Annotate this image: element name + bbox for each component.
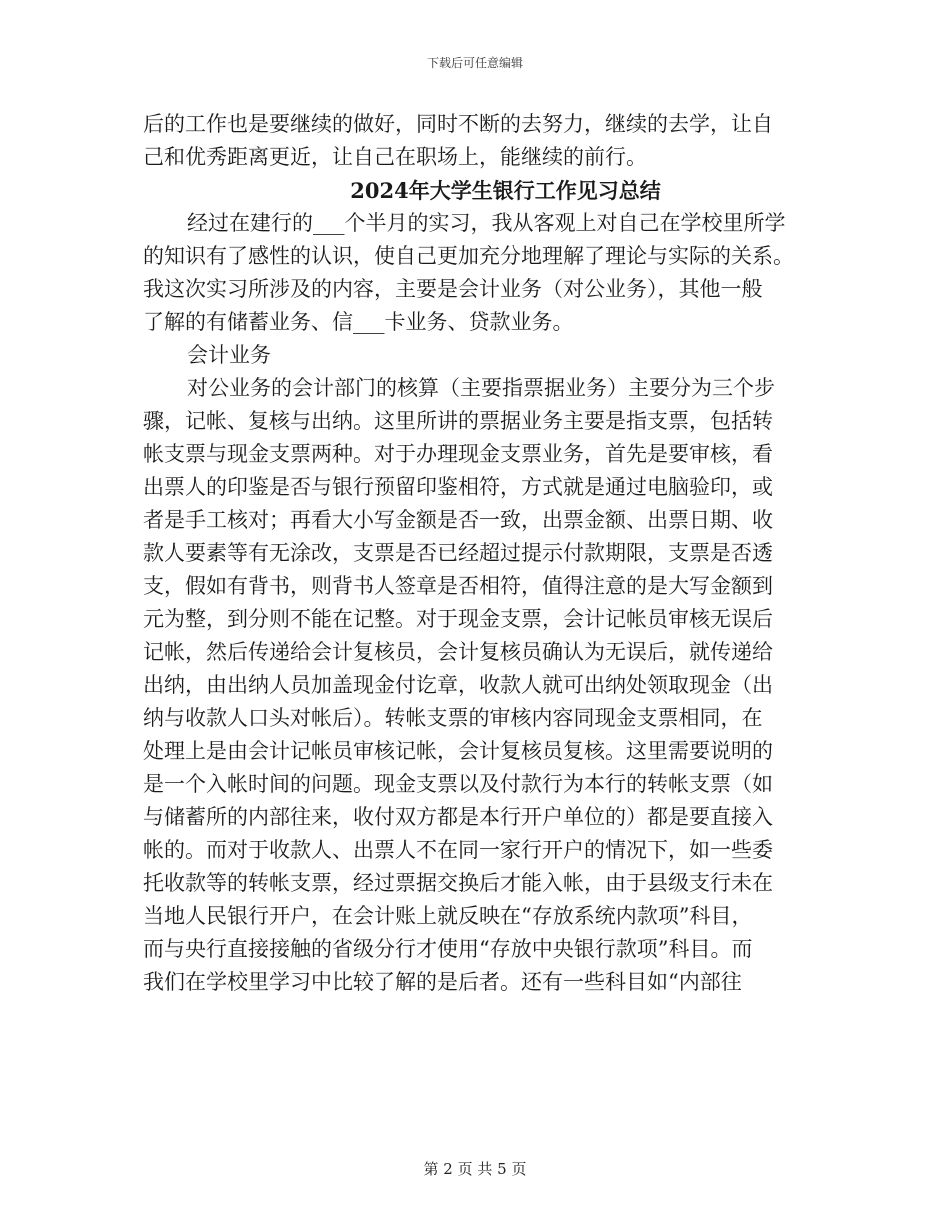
text-line: 的知识有了感性的认识，使自己更加充分地理解了理论与实际的关系。 (143, 244, 794, 268)
text-line: 帐支票与现金支票两种。对于办理现金支票业务，首先是要审核，看 (143, 442, 773, 466)
text-line: 托收款等的转帐支票，经过票据交换后才能入帐，由于县级支行未在 (143, 871, 773, 895)
text-line: 己和优秀距离更近，让自己在职场上，能继续的前行。 (143, 145, 647, 169)
text-line: 帐的。而对于收款人、出票人不在同一家行开户的情况下，如一些委 (143, 838, 773, 862)
page-footer: 第 2 页 共 5 页 (423, 1160, 527, 1178)
document-body (143, 108, 808, 999)
subheading: 会计业务 (187, 343, 271, 367)
text-line: 当地人民银行开户，在会计账上就反映在“存放系统内款项”科目， (143, 904, 753, 928)
text-line: 元为整，到分则不能在记整。对于现金支票，会计记帐员审核无误后 (143, 607, 773, 631)
page-header: 下载后可任意编辑 (426, 56, 523, 70)
text-line: 我们在学校里学习中比较了解的是后者。还有一些科目如“内部往 (143, 970, 742, 994)
text-line: 记帐，然后传递给会计复核员，会计复核员确认为无误后，就传递给 (143, 640, 773, 664)
text-line: 我这次实习所涉及的内容，主要是会计业务（对公业务），其他一般 (143, 277, 763, 301)
section-title: 2024年大学生银行工作见习总结 (350, 178, 661, 203)
text-line: 出票人的印鉴是否与银行预留印鉴相符，方式就是通过电脑验印，或 (143, 475, 773, 499)
text-line: 是一个入帐时间的问题。现金支票以及付款行为本行的转帐支票（如 (143, 772, 773, 796)
paragraph-start: 对公业务的会计部门的核算（主要指票据业务）主要分为三个步 (187, 376, 775, 400)
text-line: 了解的有储蓄业务、信___卡业务、贷款业务。 (143, 310, 574, 334)
text-line: 与储蓄所的内部往来，收付双方都是本行开户单位的）都是要直接入 (143, 805, 773, 829)
text-line: 出纳，由出纳人员加盖现金付讫章，收款人就可出纳处领取现金（出 (143, 673, 773, 697)
text-line: 骤，记帐、复核与出纳。这里所讲的票据业务主要是指支票，包括转 (143, 409, 773, 433)
text-line: 而与央行直接接触的省级分行才使用“存放中央银行款项”科目。而 (143, 937, 753, 961)
text-line: 处理上是由会计记帐员审核记帐，会计复核员复核。这里需要说明的 (143, 739, 773, 763)
text-line: 者是手工核对；再看大小写金额是否一致，出票金额、出票日期、收 (143, 508, 773, 532)
text-line: 后的工作也是要继续的做好，同时不断的去努力，继续的去学，让自 (143, 112, 773, 136)
paragraph-start: 经过在建行的___个半月的实习，我从客观上对自己在学校里所学 (187, 211, 786, 235)
text-line: 纳与收款人口头对帐后）。转帐支票的审核内容同现金支票相同，在 (143, 706, 763, 730)
text-line: 支，假如有背书，则背书人签章是否相符，值得注意的是大写金额到 (143, 574, 773, 598)
text-line: 款人要素等有无涂改，支票是否已经超过提示付款期限，支票是否透 (143, 541, 773, 565)
